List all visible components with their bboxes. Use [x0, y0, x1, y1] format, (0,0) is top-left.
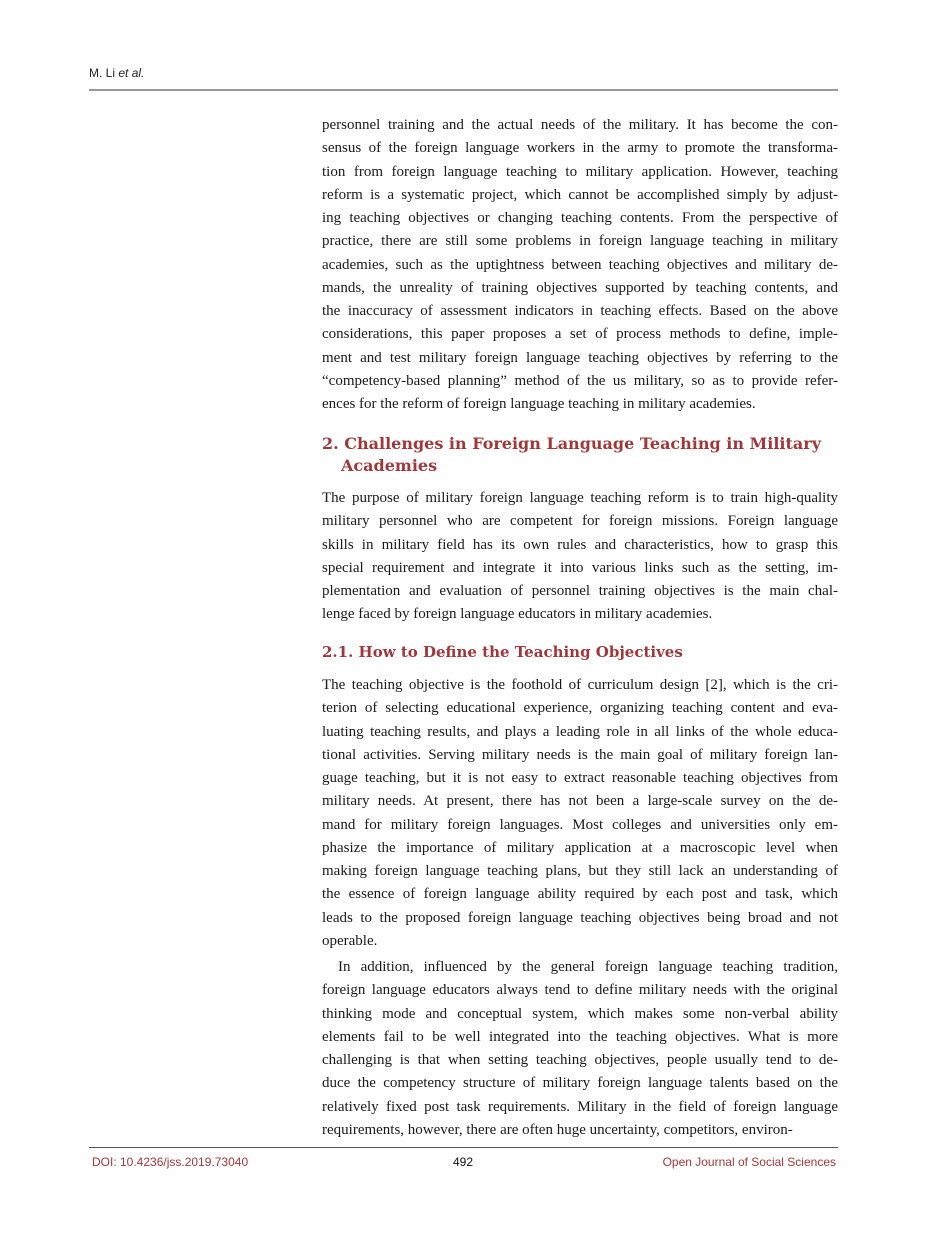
footer-journal[interactable]: Open Journal of Social Sciences: [662, 1155, 836, 1169]
text-line: challenging is that when setting teaching objectives, people usually tend to de-: [322, 1052, 838, 1068]
text-line: ing teaching objectives or changing teaching contents. From the perspective of: [322, 210, 838, 226]
text-line: In addition, influenced by the general foreign language teaching tradition,: [338, 959, 838, 975]
text-line: guage teaching, but it is not easy to extract reasonable teaching objectives from: [322, 770, 838, 786]
text-line: ment and test military foreign language teaching objectives by referring to the: [322, 349, 838, 366]
text-line: special requirement and integrate it into various links such as the setting, im-: [322, 559, 838, 576]
text-line: terion of selecting educational experience, organizing teaching content and eva-: [322, 700, 838, 717]
text-line: leads to the proposed foreign language teaching objectives being broad and not: [322, 909, 838, 926]
header-rule: [89, 89, 838, 91]
text-line: plementation and evaluation of personnel training objectives is the main chal-: [322, 583, 838, 599]
text-line: skills in military field has its own rules and characteristics, how to grasp this: [322, 536, 838, 553]
text-line: relatively fixed post task requirements. Military in the field of foreign language: [322, 1098, 838, 1115]
footer-rule: [89, 1147, 838, 1148]
text-line: The teaching objective is the foothold of curriculum design [2], which is the cri-: [322, 677, 838, 693]
text-line: tion from foreign language teaching to military application. However, teaching: [322, 163, 838, 180]
section-2-heading-line2: Academies: [341, 456, 438, 475]
text-line: practice, there are still some problems in foreign language teaching in military: [322, 233, 838, 250]
text-line: considerations, this paper proposes a set of process methods to define, imple-: [322, 326, 838, 343]
text-line: operable.: [322, 932, 378, 949]
text-line: academies, such as the uptightness between teaching objectives and military de-: [322, 256, 838, 273]
page-number: 492: [453, 1155, 474, 1169]
section-2-heading: [322, 433, 838, 477]
text-line: military needs. At present, there has not been a large-scale survey on the de-: [322, 793, 838, 810]
text-line: personnel training and the actual needs of the military. It has become the con-: [322, 117, 838, 133]
text-line: elements fail to be well integrated into the teaching objectives. What is more: [322, 1028, 838, 1045]
section-2-heading-line1: 2. Challenges in Foreign Language Teaching in Military: [322, 434, 821, 453]
text-line: sensus of the foreign language workers in the army to promote the transforma-: [322, 140, 838, 157]
paragraph-intro: [322, 114, 838, 416]
text-line: the essence of foreign language ability required by each post and task, which: [322, 886, 838, 903]
paragraph-section-2: [322, 487, 838, 627]
text-line: reform is a systematic project, which cannot be accomplished simply by adjust-: [322, 186, 838, 203]
section-2-1-heading: 2.1. How to Define the Teaching Objectives: [322, 643, 683, 661]
running-header: [89, 66, 144, 80]
header-author: M. Li: [89, 66, 116, 80]
text-line: The purpose of military foreign language teaching reform is to train high-quality: [322, 490, 838, 506]
footer-doi[interactable]: DOI: 10.4236/jss.2019.73040: [92, 1155, 249, 1169]
paragraph-section-2-1: [322, 674, 838, 953]
text-line: thinking mode and conceptual system, which makes some non-verbal ability: [322, 1005, 838, 1022]
text-line: lenge faced by foreign language educators in military academies.: [322, 606, 713, 623]
text-line: duce the competency structure of military foreign language talents based on the: [322, 1075, 838, 1092]
text-line: mand for military foreign languages. Most colleges and universities only em-: [322, 816, 838, 833]
text-line: requirements, however, there are often huge uncertainty, competitors, environ-: [322, 1121, 793, 1138]
text-line: foreign language educators always tend to define military needs with the original: [322, 982, 838, 999]
header-etal: et al.: [118, 66, 145, 80]
text-line: luating teaching results, and plays a leading role in all links of the whole educa-: [322, 723, 838, 740]
text-line: ences for the reform of foreign language teaching in military academies.: [322, 396, 756, 412]
text-line: phasize the importance of military application at a macroscopic level when: [322, 839, 838, 856]
text-line: mands, the unreality of training objectives supported by teaching contents, and: [322, 279, 838, 296]
text-line: the inaccuracy of assessment indicators in teaching effects. Based on the above: [322, 303, 838, 319]
paragraph-in-addition: [322, 956, 838, 1142]
text-line: military personnel who are competent for foreign missions. Foreign language: [322, 513, 838, 530]
text-line: making foreign language teaching plans, but they still lack an understanding of: [322, 863, 838, 879]
text-line: “competency-based planning” method of the us military, so as to provide refer-: [322, 372, 838, 389]
text-line: tional activities. Serving military needs is the main goal of military foreign lan-: [322, 746, 838, 763]
